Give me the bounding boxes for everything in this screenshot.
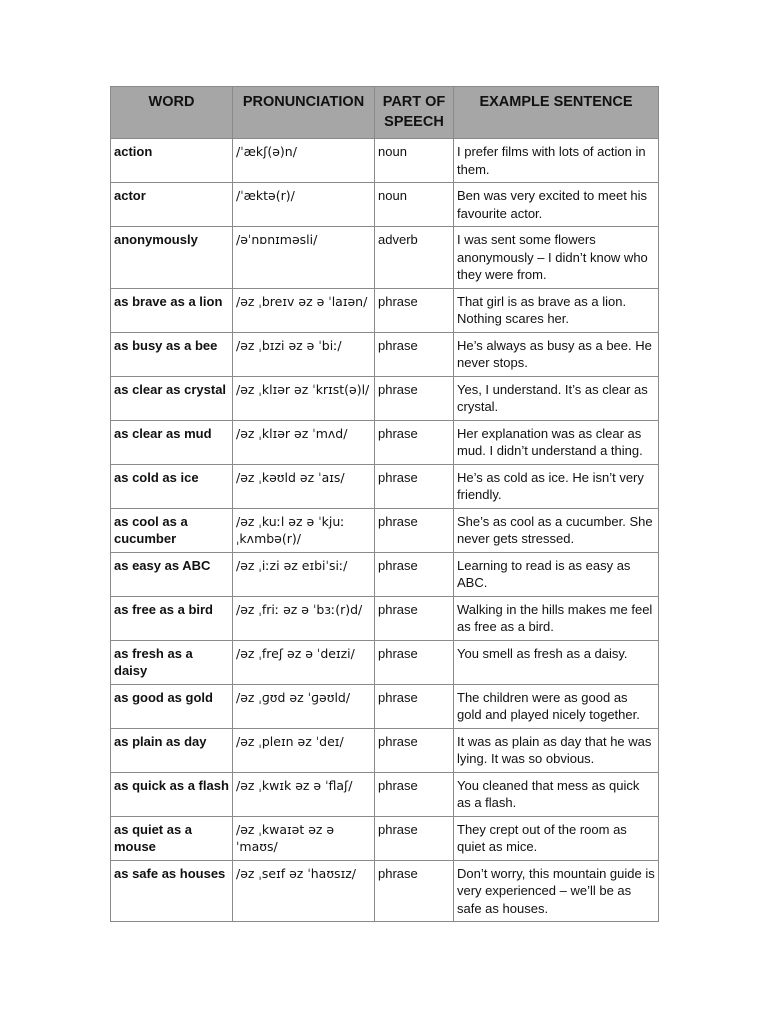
word-cell: as cool as a cucumber bbox=[111, 508, 233, 552]
example-cell: Ben was very excited to meet his favourite actor. bbox=[454, 183, 659, 227]
word-cell: as quiet as a mouse bbox=[111, 816, 233, 860]
part-of-speech-cell: phrase bbox=[375, 772, 454, 816]
example-cell: They crept out of the room as quiet as mice. bbox=[454, 816, 659, 860]
part-of-speech-cell: phrase bbox=[375, 860, 454, 922]
table-row bbox=[111, 640, 659, 684]
example-cell: He’s always as busy as a bee. He never stops. bbox=[454, 332, 659, 376]
table-row bbox=[111, 552, 659, 596]
table-row bbox=[111, 376, 659, 420]
word-cell: as fresh as a daisy bbox=[111, 640, 233, 684]
pronunciation-cell: /əz ˌiːzi əz eɪbiˈsiː/ bbox=[233, 552, 375, 596]
table-body bbox=[111, 139, 659, 922]
pronunciation-cell: /əz ˌklɪər əz ˈmʌd/ bbox=[233, 420, 375, 464]
part-of-speech-cell: phrase bbox=[375, 596, 454, 640]
table-row bbox=[111, 288, 659, 332]
table-row bbox=[111, 464, 659, 508]
vocabulary-table bbox=[110, 86, 659, 922]
part-of-speech-cell: phrase bbox=[375, 288, 454, 332]
example-cell: Walking in the hills makes me feel as free as a bird. bbox=[454, 596, 659, 640]
example-cell: You smell as fresh as a daisy. bbox=[454, 640, 659, 684]
header-part-of-speech: PART OF SPEECH bbox=[375, 87, 454, 139]
header-pronunciation: PRONUNCIATION bbox=[233, 87, 375, 139]
part-of-speech-cell: phrase bbox=[375, 728, 454, 772]
word-cell: as free as a bird bbox=[111, 596, 233, 640]
word-cell: as brave as a lion bbox=[111, 288, 233, 332]
pronunciation-cell: /əz ˌbɪzi əz ə ˈbiː/ bbox=[233, 332, 375, 376]
example-cell: Learning to read is as easy as ABC. bbox=[454, 552, 659, 596]
header-word: WORD bbox=[111, 87, 233, 139]
table-row bbox=[111, 816, 659, 860]
word-cell: as safe as houses bbox=[111, 860, 233, 922]
example-cell: You cleaned that mess as quick as a flash. bbox=[454, 772, 659, 816]
word-cell: as good as gold bbox=[111, 684, 233, 728]
word-cell: anonymously bbox=[111, 227, 233, 289]
example-cell: Don’t worry, this mountain guide is very experienced – we’ll be as safe as houses. bbox=[454, 860, 659, 922]
table-row bbox=[111, 684, 659, 728]
table-row bbox=[111, 183, 659, 227]
header-example-sentence: EXAMPLE SENTENCE bbox=[454, 87, 659, 139]
example-cell: I was sent some flowers anonymously – I didn’t know who they were from. bbox=[454, 227, 659, 289]
part-of-speech-cell: phrase bbox=[375, 552, 454, 596]
example-cell: The children were as good as gold and played nicely together. bbox=[454, 684, 659, 728]
table-header bbox=[111, 87, 659, 139]
pronunciation-cell: /əz ˌfriː əz ə ˈbɜː(r)d/ bbox=[233, 596, 375, 640]
part-of-speech-cell: phrase bbox=[375, 332, 454, 376]
table-row bbox=[111, 420, 659, 464]
word-cell: as clear as crystal bbox=[111, 376, 233, 420]
pronunciation-cell: /əz ˌpleɪn əz ˈdeɪ/ bbox=[233, 728, 375, 772]
example-cell: It was as plain as day that he was lying. It was so obvious. bbox=[454, 728, 659, 772]
pronunciation-cell: /əz ˌkəʊld əz ˈaɪs/ bbox=[233, 464, 375, 508]
word-cell: as quick as a flash bbox=[111, 772, 233, 816]
part-of-speech-cell: phrase bbox=[375, 816, 454, 860]
pronunciation-cell: /əz ˌkwaɪət əz ə ˈmaʊs/ bbox=[233, 816, 375, 860]
example-cell: I prefer films with lots of action in them. bbox=[454, 139, 659, 183]
part-of-speech-cell: phrase bbox=[375, 420, 454, 464]
table-row bbox=[111, 772, 659, 816]
pronunciation-cell: /ˈæktə(r)/ bbox=[233, 183, 375, 227]
table-row bbox=[111, 227, 659, 289]
pronunciation-cell: /əz ˌkwɪk əz ə ˈflaʃ/ bbox=[233, 772, 375, 816]
example-cell: That girl is as brave as a lion. Nothing scares her. bbox=[454, 288, 659, 332]
example-cell: She’s as cool as a cucumber. She never gets stressed. bbox=[454, 508, 659, 552]
table-row bbox=[111, 728, 659, 772]
pronunciation-cell: /əz ˌkuːl əz ə ˈkjuːˌkʌmbə(r)/ bbox=[233, 508, 375, 552]
pronunciation-cell: /əz ˌseɪf əz ˈhaʊsɪz/ bbox=[233, 860, 375, 922]
part-of-speech-cell: noun bbox=[375, 139, 454, 183]
part-of-speech-cell: adverb bbox=[375, 227, 454, 289]
word-cell: as plain as day bbox=[111, 728, 233, 772]
pronunciation-cell: /əz ˌbreɪv əz ə ˈlaɪən/ bbox=[233, 288, 375, 332]
example-cell: Yes, I understand. It’s as clear as crystal. bbox=[454, 376, 659, 420]
header-row bbox=[111, 87, 659, 139]
part-of-speech-cell: phrase bbox=[375, 684, 454, 728]
example-cell: He’s as cold as ice. He isn’t very friendly. bbox=[454, 464, 659, 508]
word-cell: as easy as ABC bbox=[111, 552, 233, 596]
part-of-speech-cell: phrase bbox=[375, 376, 454, 420]
table-row bbox=[111, 508, 659, 552]
pronunciation-cell: /əˈnɒnɪməsli/ bbox=[233, 227, 375, 289]
pronunciation-cell: /ˈækʃ(ə)n/ bbox=[233, 139, 375, 183]
word-cell: action bbox=[111, 139, 233, 183]
table-row bbox=[111, 860, 659, 922]
word-cell: as clear as mud bbox=[111, 420, 233, 464]
pronunciation-cell: /əz ˌklɪər əz ˈkrɪst(ə)l/ bbox=[233, 376, 375, 420]
pronunciation-cell: /əz ˌɡʊd əz ˈɡəʊld/ bbox=[233, 684, 375, 728]
word-cell: as busy as a bee bbox=[111, 332, 233, 376]
part-of-speech-cell: phrase bbox=[375, 464, 454, 508]
table-row bbox=[111, 139, 659, 183]
pronunciation-cell: /əz ˌfreʃ əz ə ˈdeɪzi/ bbox=[233, 640, 375, 684]
example-cell: Her explanation was as clear as mud. I didn’t understand a thing. bbox=[454, 420, 659, 464]
table-row bbox=[111, 332, 659, 376]
part-of-speech-cell: phrase bbox=[375, 508, 454, 552]
part-of-speech-cell: phrase bbox=[375, 640, 454, 684]
word-cell: as cold as ice bbox=[111, 464, 233, 508]
word-cell: actor bbox=[111, 183, 233, 227]
table-row bbox=[111, 596, 659, 640]
part-of-speech-cell: noun bbox=[375, 183, 454, 227]
